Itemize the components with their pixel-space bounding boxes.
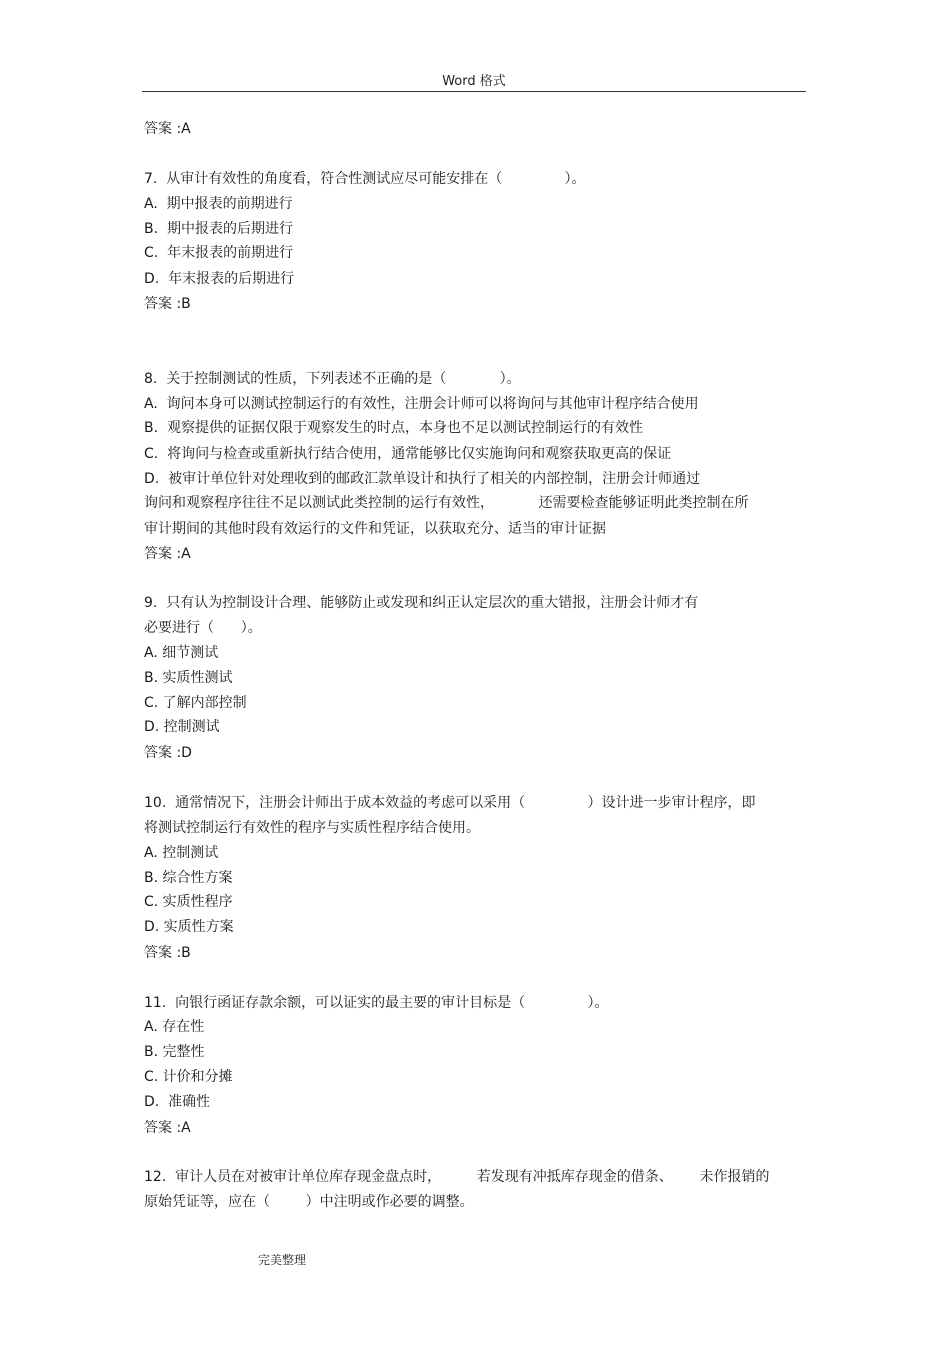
- question-11-answer: 答案 :A: [144, 1120, 191, 1136]
- question-8-text: 8. 关于控制测试的性质，下列表述不正确的是（ ）。: [144, 371, 521, 387]
- question-9-option-a: A. 细节测试: [144, 645, 219, 661]
- page-header: Word 格式: [442, 74, 506, 89]
- question-9-text-cont: 必要进行（ ）。: [144, 620, 262, 636]
- question-11-option-a: A. 存在性: [144, 1019, 205, 1035]
- question-7-option-a: A. 期中报表的前期进行: [144, 196, 293, 212]
- question-8-option-a: A. 询问本身可以测试控制运行的有效性，注册会计师可以将询问与其他审计程序结合使用: [144, 396, 699, 412]
- question-11-text: 11. 向银行函证存款余额，可以证实的最主要的审计目标是（ ）。: [144, 995, 609, 1011]
- question-12-text-cont: 原始凭证等，应在（ ）中注明或作必要的调整。: [144, 1194, 474, 1210]
- question-9-answer: 答案 :D: [144, 745, 192, 761]
- question-9-option-b: B. 实质性测试: [144, 670, 233, 686]
- question-11-option-c: C. 计价和分摊: [144, 1069, 233, 1085]
- question-8-option-d-cont: 审计期间的其他时段有效运行的文件和凭证，以获取充分、适当的审计证据: [144, 521, 606, 537]
- question-9-option-d: D. 控制测试: [144, 719, 220, 735]
- question-7-option-c: C. 年末报表的前期进行: [144, 245, 294, 261]
- question-10-text-cont: 将测试控制运行有效性的程序与实质性程序结合使用。: [144, 820, 480, 836]
- question-9-option-c: C. 了解内部控制: [144, 695, 247, 711]
- question-11-option-d: D. 准确性: [144, 1094, 211, 1110]
- question-7-text: 7. 从审计有效性的角度看，符合性测试应尽可能安排在（ ）。: [144, 171, 586, 187]
- answer-line: 答案 :A: [144, 121, 191, 137]
- page-footer: 完美整理: [258, 1253, 307, 1267]
- question-8-option-c: C. 将询问与检查或重新执行结合使用，通常能够比仅实施询问和观察获取更高的保证: [144, 446, 672, 462]
- question-7-option-b: B. 期中报表的后期进行: [144, 221, 293, 237]
- question-10-option-d: D. 实质性方案: [144, 919, 234, 935]
- question-8-answer: 答案 :A: [144, 546, 191, 562]
- question-10-option-c: C. 实质性程序: [144, 894, 233, 910]
- question-10-option-a: A. 控制测试: [144, 845, 219, 861]
- question-10-answer: 答案 :B: [144, 945, 191, 961]
- question-7-option-d: D. 年末报表的后期进行: [144, 271, 295, 287]
- question-10-text: 10. 通常情况下，注册会计师出于成本效益的考虑可以采用（ ）设计进一步审计程序，即: [144, 795, 756, 811]
- question-10-option-b: B. 综合性方案: [144, 870, 233, 886]
- question-12-text: 12. 审计人员在对被审计单位库存现金盘点时， 若发现有冲抵库存现金的借条、 未作报销的: [144, 1169, 770, 1185]
- header-divider: [142, 91, 806, 92]
- question-11-option-b: B. 完整性: [144, 1044, 205, 1060]
- question-8-option-d: D. 被审计单位针对处理收到的邮政汇款单设计和执行了相关的内部控制，注册会计师通过: [144, 471, 701, 487]
- question-8-option-b: B. 观察提供的证据仅限于观察发生的时点，本身也不足以测试控制运行的有效性: [144, 420, 643, 436]
- question-8-option-d-cont: 询问和观察程序往往不足以测试此类控制的运行有效性， 还需要检查能够证明此类控制在所: [144, 495, 749, 511]
- question-9-text: 9. 只有认为控制设计合理、能够防止或发现和纠正认定层次的重大错报，注册会计师才有: [144, 595, 699, 611]
- question-7-answer: 答案 :B: [144, 296, 191, 312]
